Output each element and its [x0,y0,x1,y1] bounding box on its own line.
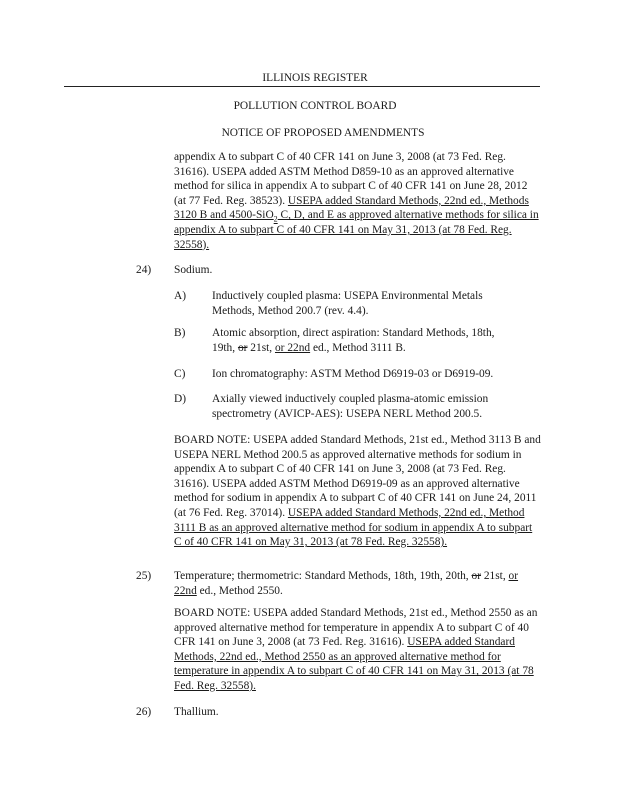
item-25-under: or 22nd [174,570,519,597]
item-24-b-text [212,326,512,355]
item-24-b-strike: or [237,341,248,354]
item-24-board-note [174,433,542,550]
item-25-board-note [174,606,542,694]
item-24-b-text-a: Atomic absorption, direct aspiration: Standard Methods, 18th, 19th, [212,327,495,354]
item-25-number: 25) [136,570,152,582]
item-26-number: 26) [136,706,152,718]
intro-text: appendix A to subpart C of 40 CFR 141 on June 3, 2008 (at 73 Fed. Reg. 31616). USEPA added ASTM Method D859-10 as an approved alternative method for silica in appendix A to subpart C of 40 CFR 141 on June 28, 2012 (at 77 Fed. Reg. 38523). [174,151,528,207]
item-24-b-text-b: 21st, [247,341,275,354]
item-24-d-text: Axially viewed inductively coupled plasma-atomic emission spectrometry (AVICP-AES): USEPA NERL Method 200.5. [212,393,489,420]
item-25-text-b: 21st, [481,570,509,582]
item-24-c-letter: C) [174,368,186,380]
item-24-a-letter: A) [174,290,187,302]
item-25-strike: or [471,570,482,582]
item-24-title: Sodium. [174,264,213,276]
item-24-note-text: BOARD NOTE: USEPA added Standard Methods, 21st ed., Method 3113 B and USEPA NERL Method 200.5 as approved alternative methods for sodium in appendix A to subpart C of 40 CFR 141 on June 3, 2008 (at 73 Fed. Reg. 31616). USEPA added ASTM Method D6919-09 as an approved alternative method for sodium in appendix A to subpart C of 40 CFR 141 on June 24, 2011 (at 76 Fed. Reg. 37014). [174,434,541,519]
notice-title: NOTICE OF PROPOSED AMENDMENTS [221,127,425,139]
item-24-note-added: USEPA added Standard Methods, 22nd ed., Method 3111 B as an approved alternative method for sodium in appendix A to subpart C of 40 CFR 141 on May 31, 2013 (at 78 Fed. Reg. 32558). [174,506,533,549]
item-25-note-added: USEPA added Standard Methods, 22nd ed., Method 2550 as an approved alternative method for temperature in appendix A to subpart C of 40 CFR 141 on May 31, 2013 (at 78 Fed. Reg. 32558). [174,636,534,692]
intro-added-text-a: USEPA added Standard Methods, 22nd ed., Methods 3120 B and 4500-SiO [174,194,529,222]
item-24-b-text-c: ed., Method 3111 B. [310,341,406,354]
register-title [6,71,618,86]
header-rule [64,86,540,87]
item-24-b-letter: B) [174,327,186,339]
item-25-text [174,569,542,598]
board-title: POLLUTION CONTROL BOARD [233,100,397,112]
item-26-title: Thallium. [174,706,219,718]
intro-added-text-b: C, D, and E as approved alternative methods for silica in appendix A to subpart C of 40 CFR 141 on May 31, 2013 (at 78 Fed. Reg. 32558). [174,209,539,251]
intro-subscript: 2 [273,214,278,224]
item-24-number: 24) [136,264,152,276]
item-24-a-text: Inductively coupled plasma: USEPA Environmental Metals Methods, Method 200.7 (rev. 4.4). [212,290,483,317]
item-25-note-text: BOARD NOTE: USEPA added Standard Methods, 21st ed., Method 2550 as an approved alternative method for temperature in appendix A to subpart C of 40 CFR 141 on June 3, 2008 (at 73 Fed. Reg. 31616). [174,607,538,649]
item-24-d-letter: D) [174,393,187,405]
item-25-text-a: Temperature; thermometric: Standard Methods, 18th, 19th, 20th, [174,570,472,582]
item-25-text-c: ed., Method 2550. [196,584,283,597]
item-24-c-text: Ion chromatography: ASTM Method D6919-03 or D6919-09. [212,368,494,380]
intro-paragraph [174,150,542,252]
register-title-text: ILLINOIS REGISTER [262,72,368,84]
item-24-b-under: or 22nd [274,341,311,354]
